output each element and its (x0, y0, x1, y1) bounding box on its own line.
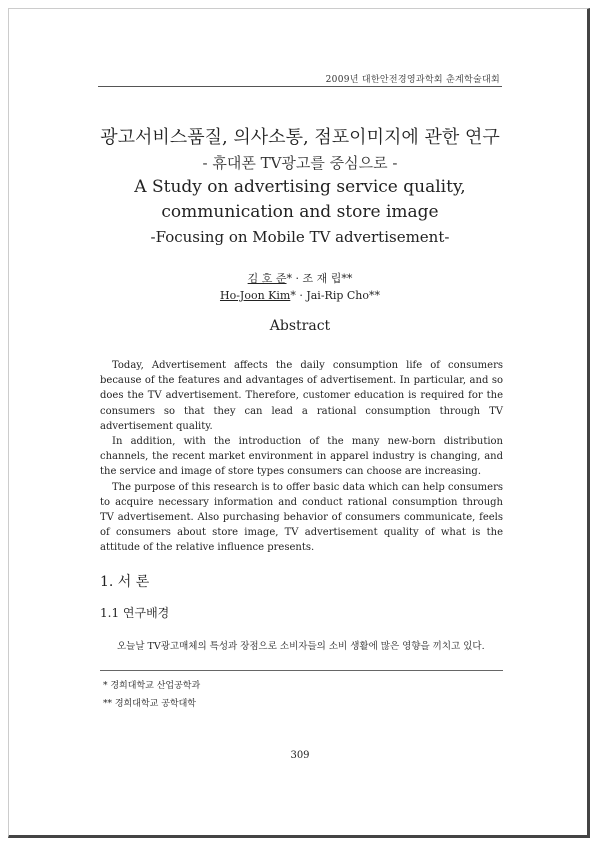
korean-subtitle: - 휴대폰 TV광고를 중심으로 - (202, 154, 398, 172)
author-english-1: Ho-Joon Kim (219, 289, 291, 302)
footnote-1: * 경희대학교 산업공학과 (103, 681, 201, 691)
footnote-rule (100, 670, 503, 671)
body-paragraph: 오늘날 TV광고매체의 특성과 장점으로 소비자들의 소비 생활에 많은 영향을 끼치고 있다. (117, 641, 485, 652)
author-separator: · (292, 272, 303, 285)
footnote-2: ** 경희대학교 공학대학 (103, 699, 196, 709)
abstract-body (100, 358, 503, 556)
title-block (80, 124, 520, 249)
english-subtitle: -Focusing on Mobile TV advertisement- (150, 228, 450, 246)
conference-header: 2009년 대한안전경영과학회 춘계학술대회 (325, 75, 500, 85)
abstract-paragraph: The purpose of this research is to offer basic data which can help consumers to acquire necessary information and conduct rational consumption through TV advertisement. Also purchasing behavior of consumers communicate, feels of consumers about store image, TV advertisement quality of what is the attitude of the relative influence presents. (100, 481, 503, 554)
korean-title: 광고서비스품질, 의사소통, 점포이미지에 관한 연구 (100, 127, 500, 148)
abstract-paragraph: Today, Advertisement affects the daily consumption life of consumers because of the features and advantages of advertisement. In particular, and so does the TV advertisement. Therefore, customer education is required for the consumers so that they can lead a rational consumption through TV advertisement quality. (100, 360, 503, 432)
authors-korean (0, 270, 600, 287)
authors-english (0, 287, 600, 304)
footnotes (103, 677, 200, 713)
author-separator: · (295, 289, 307, 302)
english-title-line2: communication and store image (161, 202, 439, 222)
author-english-2-mark: ** (369, 289, 380, 302)
author-english-2: Jai-Rip Cho (306, 289, 369, 302)
abstract-paragraph: In addition, with the introduction of the many new-born distribution channels, the recent market environment in apparel industry is changing, and the service and image of store types consumers can choose are increasing. (100, 436, 503, 478)
author-english-1-mark: * (290, 289, 296, 302)
author-korean-1-mark: * (286, 272, 292, 285)
page-number: 309 (290, 750, 310, 761)
subsection-heading-background: 1.1 연구배경 (100, 606, 170, 620)
english-title-line1: A Study on advertising service quality, (134, 177, 466, 197)
section-heading-intro: 1. 서 론 (100, 574, 150, 590)
authors (0, 270, 600, 304)
header-rule (98, 86, 502, 87)
author-korean-1: 김 호 준 (247, 272, 287, 285)
author-korean-2: 조 재 립 (302, 272, 342, 285)
abstract-heading: Abstract (269, 318, 331, 334)
author-korean-2-mark: ** (341, 272, 353, 285)
